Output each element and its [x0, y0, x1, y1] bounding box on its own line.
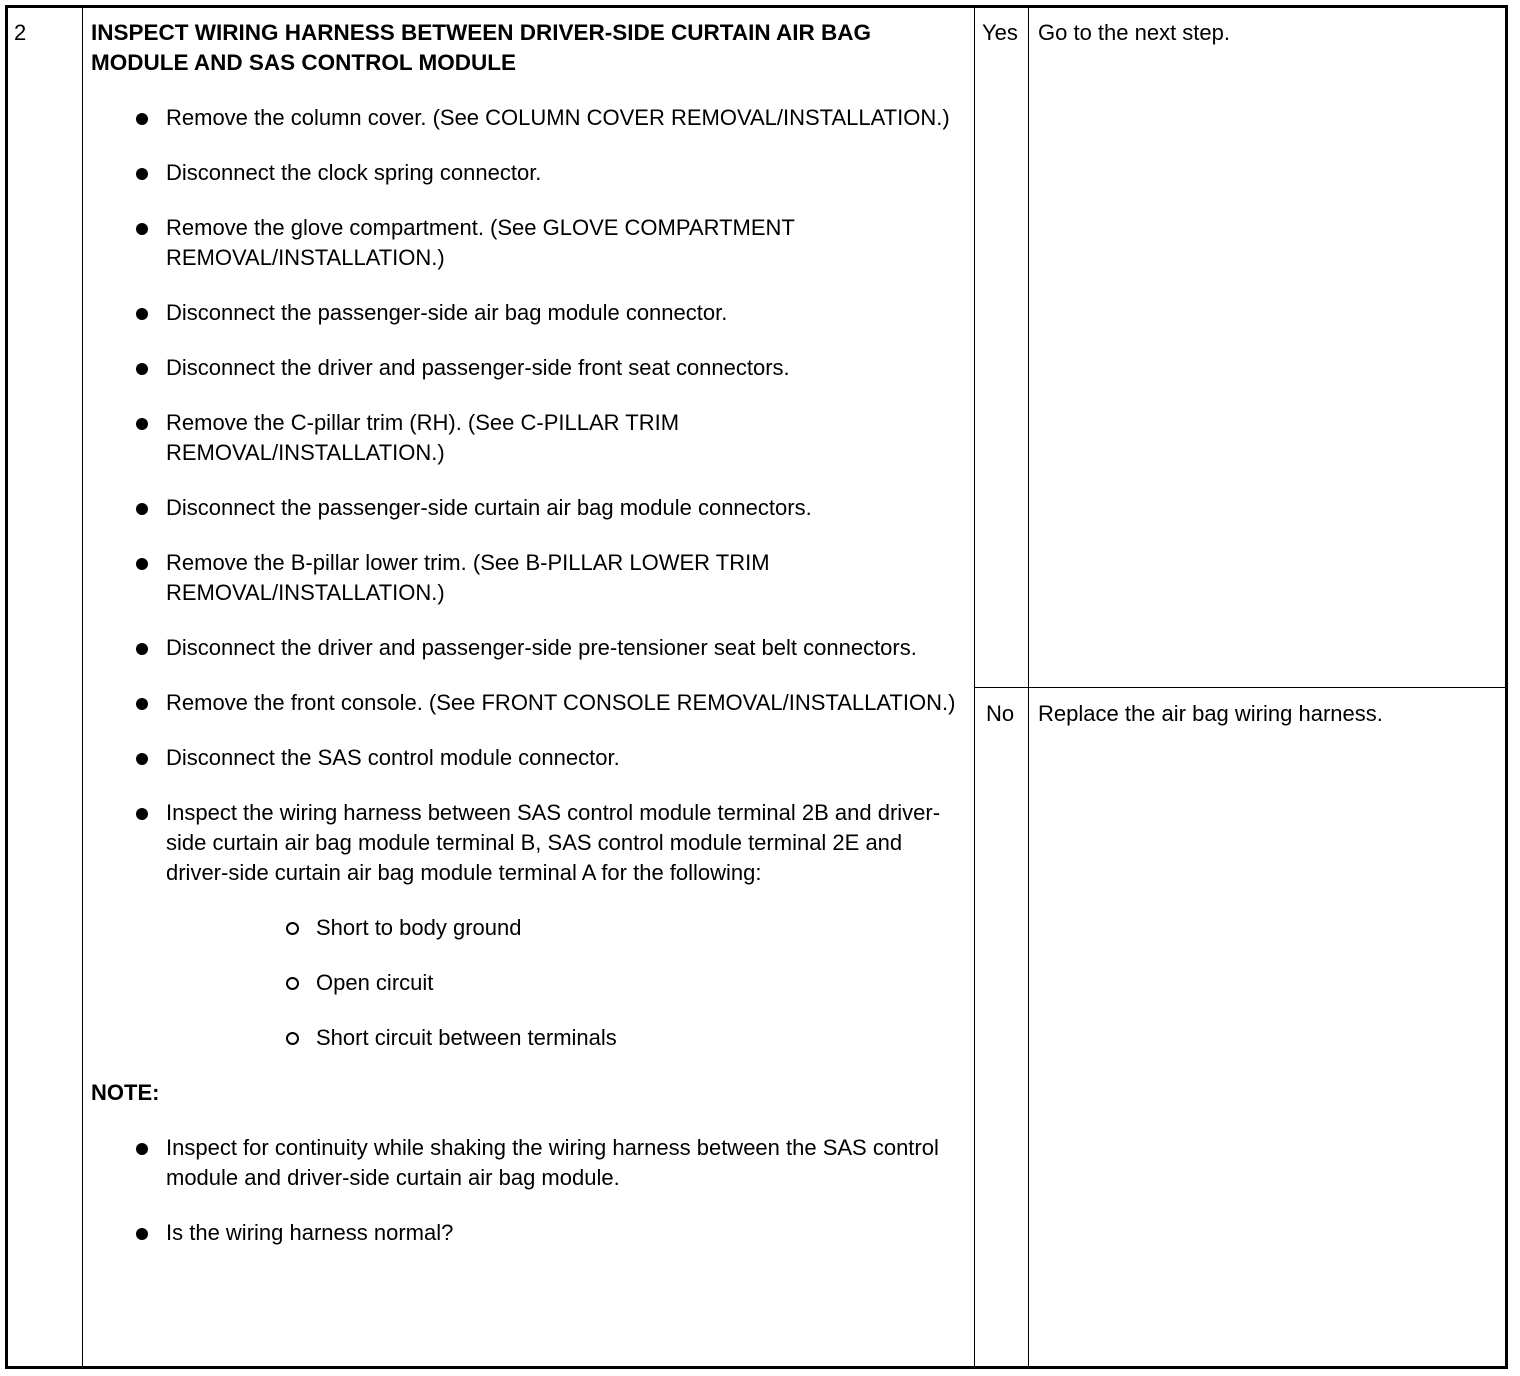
instruction-list	[91, 103, 961, 1053]
yes-action: Go to the next step.	[1038, 20, 1231, 45]
list-item: Remove the glove compartment. (See GLOVE COMPARTMENT REMOVAL/INSTALLATION.)	[91, 213, 961, 273]
no-action: Replace the air bag wiring harness.	[1038, 701, 1383, 726]
diagnostic-table	[5, 5, 1508, 1369]
list-item: Disconnect the driver and passenger-side pre-tensioner seat belt connectors.	[91, 633, 961, 663]
no-label: No	[986, 701, 1015, 726]
sub-list	[166, 913, 961, 1053]
step-number: 2	[14, 20, 27, 45]
result-row-divider	[974, 687, 1505, 688]
yes-label: Yes	[982, 20, 1018, 45]
list-item: Remove the column cover. (See COLUMN COVER REMOVAL/INSTALLATION.)	[91, 103, 961, 133]
note-item: Inspect for continuity while shaking the wiring harness between the SAS control module and driver-side curtain air bag module.	[91, 1133, 961, 1193]
sub-list-item: Short to body ground	[166, 913, 961, 943]
list-item: Disconnect the passenger-side curtain air bag module connectors.	[91, 493, 961, 523]
step-title-line-1: INSPECT WIRING HARNESS BETWEEN DRIVER-SIDE CURTAIN AIR BAG	[91, 20, 872, 45]
note-label: NOTE:	[91, 1080, 160, 1105]
step-title	[91, 18, 971, 78]
list-item: Disconnect the clock spring connector.	[91, 158, 961, 188]
sub-list-item: Short circuit between terminals	[166, 1023, 961, 1053]
list-item: Disconnect the passenger-side air bag module connector.	[91, 298, 961, 328]
list-item-text: Inspect the wiring harness between SAS control module terminal 2B and driver-side curtain air bag module terminal B, SAS control module terminal 2E and driver-side curtain air bag module terminal A for the following:	[166, 800, 941, 885]
list-item-with-subitems	[91, 798, 961, 1053]
note-list	[91, 1133, 961, 1248]
column-divider-step	[82, 8, 83, 1366]
list-item: Remove the B-pillar lower trim. (See B-PILLAR LOWER TRIM REMOVAL/INSTALLATION.)	[91, 548, 961, 608]
sub-list-item: Open circuit	[166, 968, 961, 998]
step-title-line-2: MODULE AND SAS CONTROL MODULE	[91, 50, 516, 75]
list-item: Disconnect the SAS control module connector.	[91, 743, 961, 773]
list-item: Remove the front console. (See FRONT CONSOLE REMOVAL/INSTALLATION.)	[91, 688, 961, 718]
list-item: Disconnect the driver and passenger-side front seat connectors.	[91, 353, 961, 383]
step-instructions	[91, 103, 961, 1273]
list-item: Remove the C-pillar trim (RH). (See C-PILLAR TRIM REMOVAL/INSTALLATION.)	[91, 408, 961, 468]
note-item: Is the wiring harness normal?	[91, 1218, 961, 1248]
